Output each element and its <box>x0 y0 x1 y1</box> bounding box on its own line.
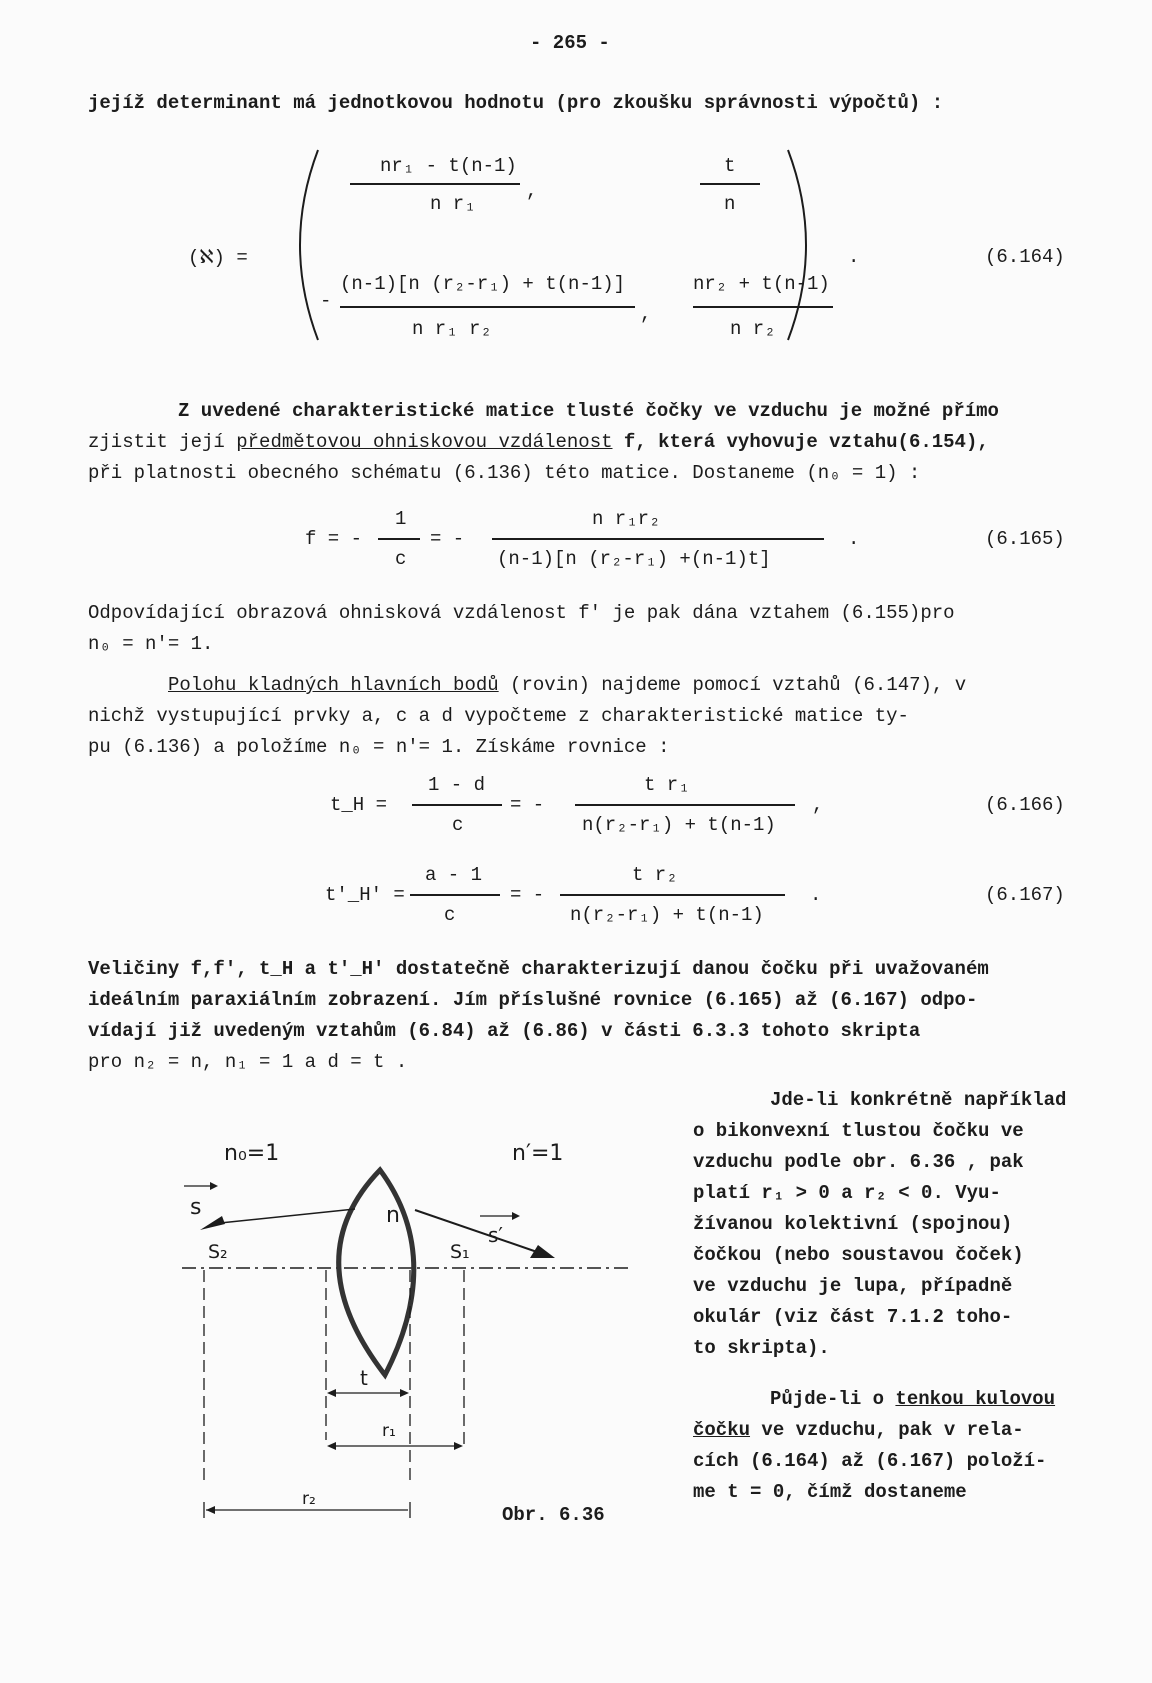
para3-line1-end: (rovin) najdeme pomocí vztahů (6.147), v <box>498 674 967 696</box>
label-S1: S₁ <box>450 1241 470 1263</box>
matrix-a21-denominator: n r₁ r₂ <box>412 318 492 340</box>
para5-line9: to skripta). <box>693 1337 830 1359</box>
matrix-a12-numerator: t <box>724 155 736 177</box>
matrix-a21-fraction-bar <box>340 306 635 308</box>
para1-line3: při platnosti obecného schématu (6.136) této matice. Dostaneme (n₀ = 1) : <box>88 462 921 484</box>
para1-line2-start: zjistit její <box>88 431 237 453</box>
page-number: - 265 - <box>530 32 610 54</box>
para1-line2 <box>88 427 989 457</box>
eq165-lhs: f = - <box>305 528 363 550</box>
para6-underlined-term-1: tenkou kulovou <box>895 1388 1056 1410</box>
para2-line1: Odpovídající obrazová ohnisková vzdálenost f′ je pak dána vztahem (6.155)pro <box>88 602 955 624</box>
para6-line2-end: ve vzduchu, pak v rela- <box>750 1419 1024 1441</box>
dimension-t-arrow-right <box>400 1389 409 1397</box>
matrix-a11-denominator: n r₁ <box>430 193 476 215</box>
matrix-a11-numerator: nr₁ - t(n-1) <box>380 155 517 177</box>
figure-thick-lens <box>170 1130 640 1545</box>
matrix-a21-numerator: (n-1)[n (r₂-r₁) + t(n-1)] <box>340 273 626 295</box>
figure-caption: Obr. 6.36 <box>502 1504 605 1526</box>
eq166-den2: n(r₂-r₁) + t(n-1) <box>582 814 776 836</box>
equation-number-6-165: (6.165) <box>985 528 1065 550</box>
matrix-lhs: (ℵ) = <box>188 247 248 269</box>
dimension-r1-arrow-left <box>327 1442 336 1450</box>
label-n: n <box>386 1203 400 1228</box>
label-s-prime: s′ <box>488 1223 503 1247</box>
para1-line1: Z uvedené charakteristické matice tlusté čočky ve vzduchu je možné přímo <box>178 400 999 422</box>
para4-line2: ideálním paraxiálním zobrazení. Jím příslušné rovnice (6.165) až (6.167) odpo- <box>88 989 978 1011</box>
eq167-num1: a - 1 <box>425 864 483 886</box>
eq166-lhs: t_H = <box>330 794 388 816</box>
equation-number-6-167: (6.167) <box>985 884 1065 906</box>
eq166-mid: = - <box>510 794 545 816</box>
eq166-end: , <box>812 794 824 816</box>
matrix-a21-sign: - <box>320 290 332 312</box>
eq167-den1: c <box>444 904 456 926</box>
eq165-mid: = - <box>430 528 465 550</box>
para6-line2 <box>693 1415 1024 1445</box>
eq166-fraction-bar-1 <box>412 804 502 806</box>
eq167-den2: n(r₂-r₁) + t(n-1) <box>570 904 764 926</box>
para3-underlined-term: Polohu kladných hlavních bodů <box>168 674 499 696</box>
para2-line2: n₀ = n′= 1. <box>88 633 214 655</box>
lens-outline <box>339 1170 414 1375</box>
emerging-ray <box>415 1210 540 1253</box>
para3-line1 <box>168 670 966 700</box>
para5-line6: čočkou (nebo soustavou čoček) <box>693 1244 1024 1266</box>
eq167-mid: = - <box>510 884 545 906</box>
intro-line: jejíž determinant má jednotkovou hodnotu (pro zkoušku správnosti výpočtů) : <box>88 92 944 114</box>
para4-line1: Veličiny f,f′, t_H a t′_H′ dostatečně charakterizují danou čočku při uvažovaném <box>88 958 989 980</box>
eq165-den2: (n-1)[n (r₂-r₁) +(n-1)t] <box>497 548 771 570</box>
equation-number-6-164: (6.164) <box>985 246 1065 268</box>
para5-line3: vzduchu podle obr. 6.36 , pak <box>693 1151 1024 1173</box>
eq165-end: . <box>848 528 860 550</box>
matrix-a11-fraction-bar <box>350 183 520 185</box>
eq166-fraction-bar-2 <box>575 804 795 806</box>
dimension-t-arrow-left <box>327 1389 336 1397</box>
matrix-left-paren <box>280 145 340 345</box>
matrix-a12-fraction-bar <box>700 183 760 185</box>
eq165-fraction-bar-1 <box>378 538 420 540</box>
label-n-prime: n′=1 <box>512 1141 564 1166</box>
para4-line4: pro n₂ = n, n₁ = 1 a d = t . <box>88 1051 408 1073</box>
eq167-num2: t r₂ <box>632 864 678 886</box>
para3-line3: pu (6.136) a položíme n₀ = n′= 1. Získáme rovnice : <box>88 736 670 758</box>
label-r1: r₁ <box>382 1421 396 1441</box>
para5-line5: žívanou kolektivní (spojnou) <box>693 1213 1013 1235</box>
para5-line4: platí r₁ > 0 a r₂ < 0. Vyu- <box>693 1182 1001 1204</box>
eq167-fraction-bar-1 <box>410 894 500 896</box>
label-t: t <box>360 1366 368 1390</box>
incident-ray <box>220 1209 355 1223</box>
para3-line2: nichž vystupující prvky a, c a d vypočteme z charakteristické matice ty- <box>88 705 909 727</box>
para1-underlined-term: předmětovou ohniskovou vzdálenost <box>236 431 613 453</box>
matrix-a22-numerator: nr₂ + t(n-1) <box>693 273 830 295</box>
eq166-den1: c <box>452 814 464 836</box>
para5-line8: okulár (viz část 7.1.2 toho- <box>693 1306 1013 1328</box>
matrix-a21-comma: , <box>640 303 652 325</box>
eq167-fraction-bar-2 <box>560 894 785 896</box>
para6-line4: me t = 0, čímž dostaneme <box>693 1481 967 1503</box>
matrix-period: . <box>848 246 860 268</box>
para6-line3: cích (6.164) až (6.167) položí- <box>693 1450 1047 1472</box>
para6-line1-start: Půjde-li o <box>770 1388 896 1410</box>
s-vector-arrowhead <box>210 1182 218 1190</box>
label-n0: n₀=1 <box>224 1141 280 1166</box>
matrix-a11-comma: , <box>526 180 538 202</box>
eq165-fraction-bar-2 <box>492 538 824 540</box>
para6-line1 <box>770 1384 1055 1414</box>
matrix-a22-fraction-bar <box>693 306 833 308</box>
incident-ray-arrowhead <box>200 1216 225 1230</box>
para5-line7: ve vzduchu je lupa, případně <box>693 1275 1013 1297</box>
eq165-num2: n r₁r₂ <box>592 508 661 530</box>
matrix-a22-denominator: n r₂ <box>730 318 776 340</box>
eq165-den1: c <box>395 548 407 570</box>
para6-underlined-term-2: čočku <box>693 1419 751 1441</box>
para1-line2-end: f, která vyhovuje vztahu(6.154), <box>612 431 989 453</box>
eq166-num1: 1 - d <box>428 774 486 796</box>
label-S2: S₂ <box>208 1241 228 1263</box>
equation-number-6-166: (6.166) <box>985 794 1065 816</box>
eq165-num1: 1 <box>395 508 407 530</box>
para5-line2: o bikonvexní tlustou čočku ve <box>693 1120 1024 1142</box>
eq167-lhs: t′_H′ = <box>325 884 405 906</box>
eq166-num2: t r₁ <box>644 774 690 796</box>
s-prime-vector-arrowhead <box>512 1212 520 1220</box>
matrix-right-paren <box>780 145 840 345</box>
matrix-a12-denominator: n <box>724 193 736 215</box>
label-r2: r₂ <box>302 1489 316 1509</box>
label-s: s <box>190 1195 202 1220</box>
eq167-end: . <box>810 884 822 906</box>
para5-line1: Jde-li konkrétně například <box>770 1089 1067 1111</box>
dimension-r1-arrow-right <box>454 1442 463 1450</box>
dimension-r2-arrow-left <box>206 1506 215 1514</box>
para4-line3: vídají již uvedeným vztahům (6.84) až (6.86) v části 6.3.3 tohoto skripta <box>88 1020 921 1042</box>
